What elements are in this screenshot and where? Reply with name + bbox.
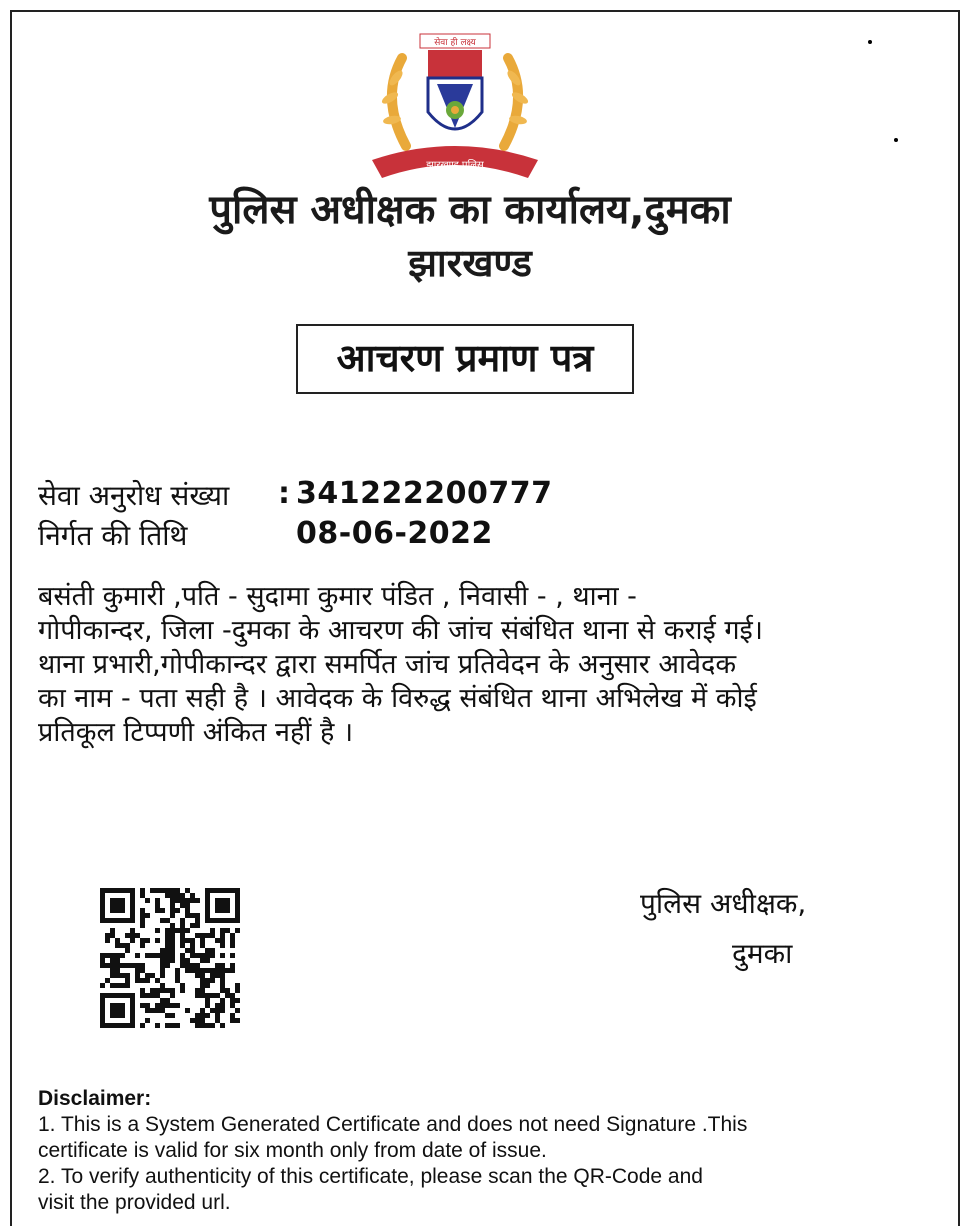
body-line: थाना प्रभारी,गोपीकान्दर द्वारा समर्पित जांच प्रतिवेदन के अनुसार आवेदक xyxy=(38,649,737,680)
disclaimer-line: 2. To verify authenticity of this certificate, please scan the QR-Code and xyxy=(38,1165,703,1188)
body-line: बसंती कुमारी ,पति - सुदामा कुमार पंडित , निवासी - , थाना - xyxy=(38,581,637,612)
jharkhand-police-emblem-icon xyxy=(362,28,548,188)
qr-code-icon[interactable] xyxy=(100,888,240,1028)
signatory-title: पुलिस अधीक्षक, xyxy=(640,887,807,920)
body-line: का नाम - पता सही है । आवेदक के विरुद्ध संबंधित थाना अभिलेख में कोई xyxy=(38,683,757,714)
certificate-title: आचरण प्रमाण पत्र xyxy=(296,324,634,394)
emblem-motto: सेवा ही लक्ष्य xyxy=(434,38,476,48)
request-number-value: 341222200777 xyxy=(296,476,553,511)
disclaimer-line: 1. This is a System Generated Certificate and does not need Signature .This xyxy=(38,1113,748,1136)
office-title: पुलिस अधीक्षक का कार्यालय,दुमका xyxy=(209,187,731,233)
disclaimer-line: certificate is valid for six month only from date of issue. xyxy=(38,1139,547,1162)
issue-date-value: 08-06-2022 xyxy=(296,516,493,551)
scan-speck xyxy=(868,40,872,44)
disclaimer-line: visit the provided url. xyxy=(38,1191,231,1214)
request-number-label: सेवा अनुरोध संख्या xyxy=(38,479,230,512)
body-line: प्रतिकूल टिप्पणी अंकित नहीं है । xyxy=(38,717,354,748)
disclaimer xyxy=(38,1086,938,1216)
body-line: गोपीकान्दर, जिला -दुमका के आचरण की जांच संबंधित थाना से कराई गई। xyxy=(38,615,764,646)
emblem-banner: झारखण्ड पुलिस xyxy=(426,160,484,171)
issue-date-label: निर्गत की तिथि xyxy=(38,519,188,552)
request-number-colon: : xyxy=(278,476,290,511)
disclaimer-heading: Disclaimer: xyxy=(38,1087,152,1110)
certificate-body xyxy=(38,580,958,750)
scan-speck xyxy=(894,138,898,142)
office-state: झारखण्ड xyxy=(408,241,532,285)
signatory-location: दुमका xyxy=(732,937,793,970)
